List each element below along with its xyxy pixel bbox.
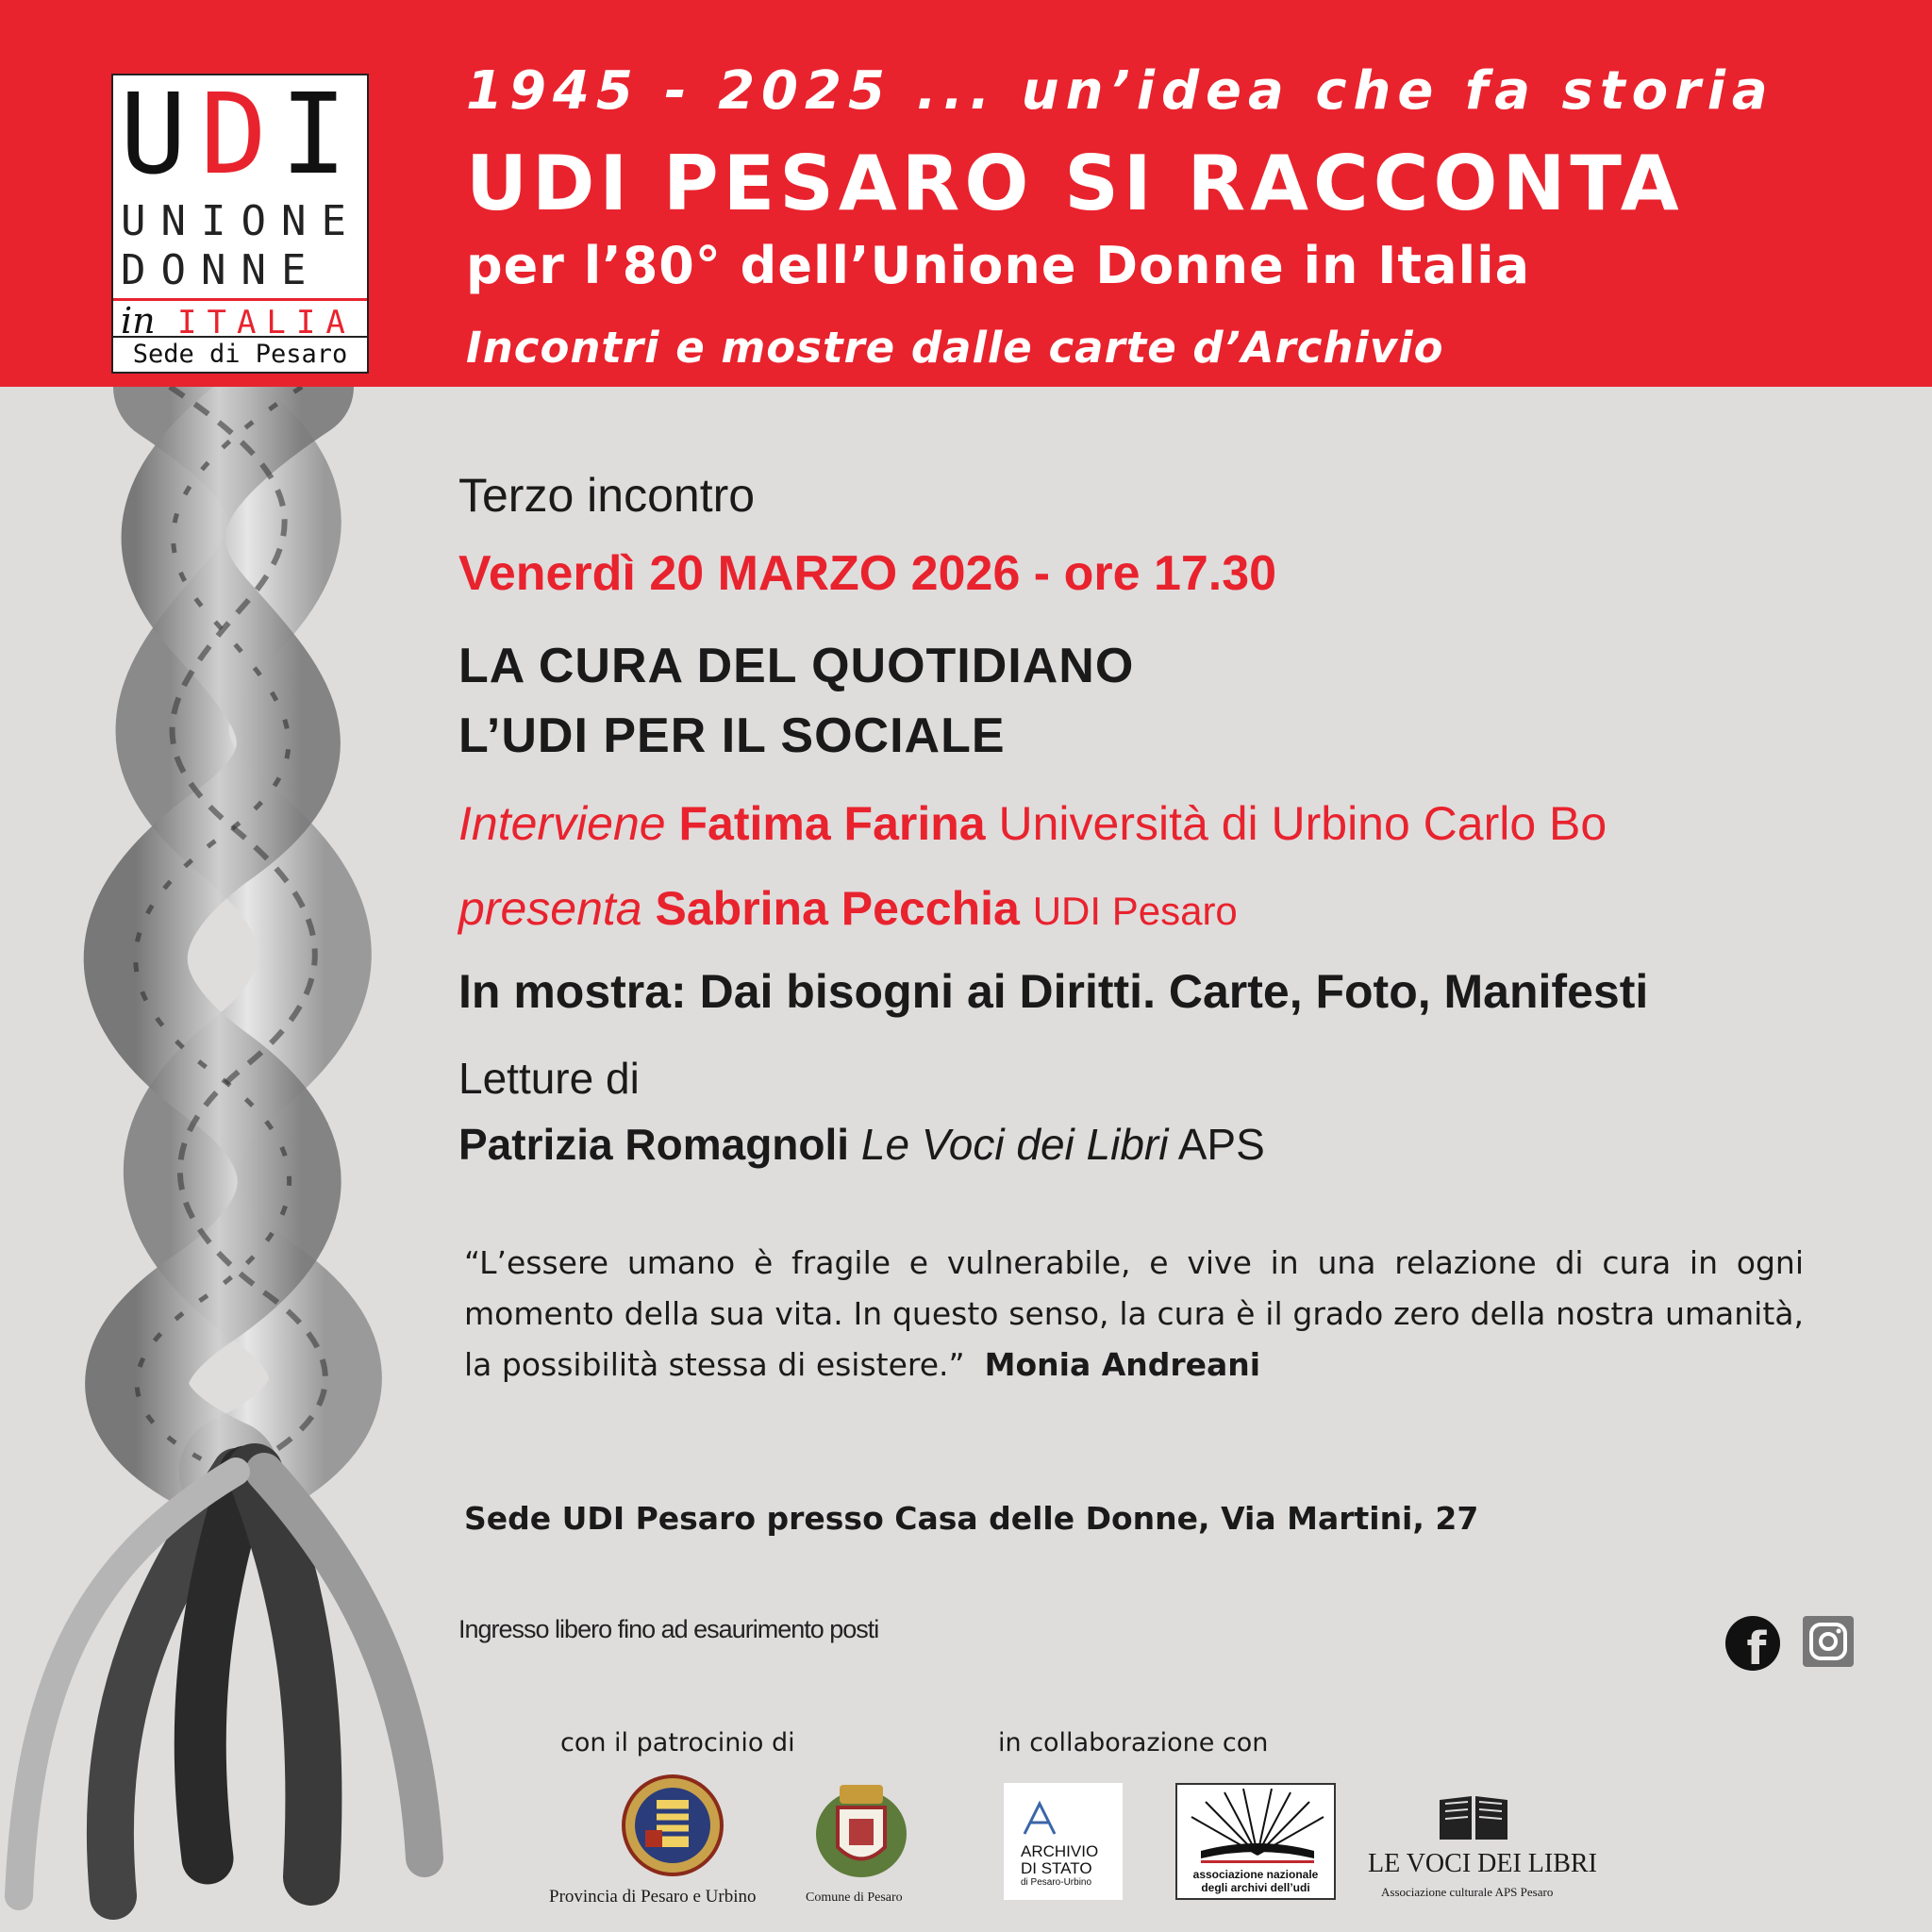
logo-unione: UNIONE bbox=[121, 197, 361, 245]
speaker-affiliation: Università di Urbino Carlo Bo bbox=[998, 797, 1607, 850]
event-title-line2: L’UDI PER IL SOCIALE bbox=[458, 708, 1006, 763]
braid-illustration bbox=[0, 387, 491, 1932]
entry-note: Ingresso libero fino ad esaurimento posti bbox=[458, 1615, 879, 1643]
header-caption: Incontri e mostre dalle carte d’Archivio bbox=[466, 323, 1444, 373]
archivi-udi-line2: degli archivi dell’udi bbox=[1201, 1881, 1310, 1894]
logo-in: in bbox=[121, 300, 156, 341]
presenter-line bbox=[458, 881, 1238, 936]
speaker-name: Fatima Farina bbox=[678, 797, 986, 850]
logo-italia: ITALIA bbox=[177, 304, 356, 341]
reader-name: Patrizia Romagnoli bbox=[458, 1120, 850, 1169]
quote-text: “L’essere umano è fragile e vulnerabile, e vive in una relazione di cura in ogni momento della sua vita. In questo senso, la cura è il grado zero della nostra umanità, la possibilità stessa di esistere.” bbox=[464, 1244, 1804, 1383]
provincia-caption: Provincia di Pesaro e Urbino bbox=[549, 1887, 757, 1907]
voci-title: LE VOCI DEI LIBRI bbox=[1368, 1849, 1597, 1878]
logo-sede: Sede di Pesaro bbox=[113, 336, 367, 372]
readings-label: Letture di bbox=[458, 1054, 640, 1103]
open-book-icon bbox=[1436, 1790, 1511, 1843]
event-date: Venerdì 20 MARZO 2026 - ore 17.30 bbox=[458, 546, 1277, 601]
voci-subtitle: Associazione culturale APS Pesaro bbox=[1381, 1885, 1554, 1899]
archivio-line1: ARCHIVIO bbox=[1021, 1842, 1099, 1860]
venue-address: Sede UDI Pesaro presso Casa delle Donne, Via Martini, 27 bbox=[464, 1500, 1479, 1537]
presenter-name: Sabrina Pecchia bbox=[655, 882, 1020, 935]
quote-author: Monia Andreani bbox=[984, 1346, 1261, 1383]
presenter-prefix: presenta bbox=[458, 882, 642, 935]
exhibition-title: In mostra: Dai bisogni ai Diritti. Carte, Foto, Manifesti bbox=[458, 965, 1649, 1018]
quote-block bbox=[464, 1238, 1804, 1391]
archivio-logo bbox=[1004, 1783, 1123, 1900]
udi-logo bbox=[111, 69, 369, 374]
archivio-mark bbox=[1021, 1800, 1058, 1838]
provincia-logo bbox=[621, 1774, 724, 1877]
archivio-line2: DI STATO bbox=[1021, 1859, 1092, 1877]
collaboration-label: in collaborazione con bbox=[998, 1728, 1269, 1757]
facebook-glyph: f bbox=[1746, 1623, 1767, 1672]
speaker-prefix: Interviene bbox=[458, 797, 666, 850]
patronage-label: con il patrocinio di bbox=[560, 1728, 795, 1757]
archivio-line3: di Pesaro-Urbino bbox=[1021, 1877, 1092, 1888]
archivi-udi-logo bbox=[1175, 1783, 1336, 1900]
reader-group: Le Voci dei Libri bbox=[860, 1120, 1169, 1169]
book-rays-icon bbox=[1182, 1789, 1333, 1864]
comune-logo bbox=[809, 1772, 913, 1885]
header-title: UDI PESARO SI RACCONTA bbox=[466, 140, 1684, 227]
header-subtitle: per l’80° dell’Unione Donne in Italia bbox=[466, 236, 1531, 295]
event-title-line1: LA CURA DEL QUOTIDIANO bbox=[458, 639, 1135, 693]
instagram-icon[interactable] bbox=[1802, 1615, 1855, 1668]
speaker-line bbox=[458, 796, 1607, 851]
logo-donne: DONNE bbox=[121, 246, 322, 294]
presenter-affiliation: UDI Pesaro bbox=[1032, 889, 1238, 933]
header-tagline: 1945 - 2025 ... un’idea che fa storia bbox=[466, 60, 1774, 122]
reader-line bbox=[458, 1119, 1265, 1170]
logo-udi-letters: UDI bbox=[119, 69, 361, 199]
reader-suffix: APS bbox=[1177, 1120, 1265, 1169]
header-banner bbox=[0, 0, 1932, 387]
event-sequence: Terzo incontro bbox=[458, 469, 756, 522]
facebook-icon[interactable] bbox=[1724, 1615, 1781, 1672]
archivi-udi-line1: associazione nazionale bbox=[1192, 1868, 1319, 1881]
comune-caption: Comune di Pesaro bbox=[806, 1890, 903, 1905]
